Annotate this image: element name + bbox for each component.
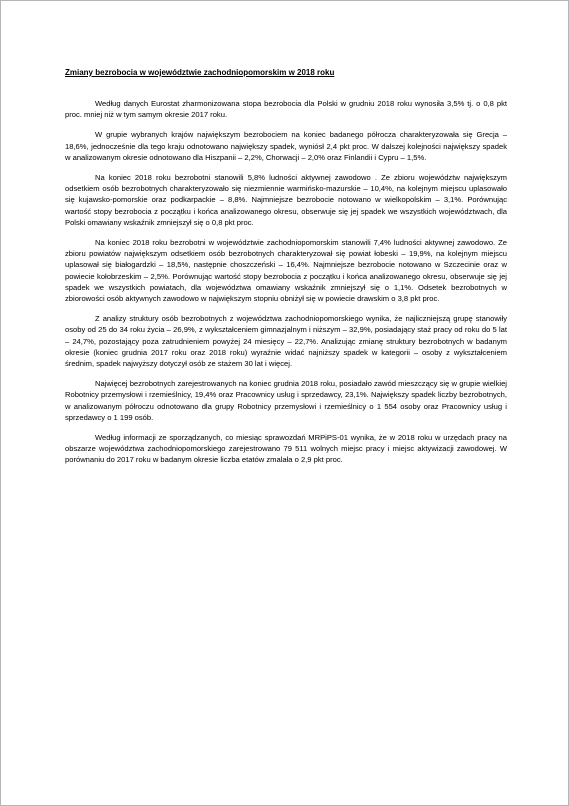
document-title: Zmiany bezrobocia w województwie zachodniopomorskim w 2018 roku [65, 68, 335, 77]
paragraph-voivodeships: Na koniec 2018 roku bezrobotni stanowili 5,8% ludności aktywnej zawodowo . Ze zbioru województw największym odsetkiem osób bezrobotnych charakteryzowało się niezmiennie warmińsko-mazurskie – 10,4%, na kolejnym miejscu uplasowało się kujawsko-pomorskie oraz podkarpackie – 8,8%. Najmniejsze bezrobocie notowano w wielkopolskim – 3,1%. Porównując wartość stopy bezrobocia z początku i końca analizowanego okresu, obserwuje się jej spadek we wszystkich województwach, dla Polski omawiany wskaźnik zmniejszył się o 0,8 pkt proc. [65, 173, 507, 227]
paragraph-structure: Z analizy struktury osób bezrobotnych z województwa zachodniopomorskiego wynika, że najliczniejszą grupę stanowiły osoby od 25 do 34 roku życia – 26,9%, z wykształceniem gimnazjalnym i niższym – 32,9%, posiadający staż pracy od roku do 5 lat – 24,7%, pozostający poza zatrudnieniem powyżej 24 miesięcy – 22,7%. Analizując zmianę struktury bezrobotnych w badanym okresie (koniec grudnia 2017 roku oraz 2018 roku) wyraźnie widać najniższy spadek w kategorii – osoby z wykształceniem średnim, spadek najwyższy dotyczył osób ze stażem 30 lat i więcej. [65, 314, 507, 369]
paragraph-occupations: Najwięcej bezrobotnych zarejestrowanych na koniec grudnia 2018 roku, posiadało zawód mieszczący się w grupie wielkiej Robotnicy przemysłowi i rzemieślnicy, 19,4% oraz Pracownicy usług i sprzedawcy, 23,1%. Największy spadek liczby bezrobotnych, w analizowanym półroczu odnotowano dla grupy Robotnicy przemysłowi i rzemieślnicy o 1 554 osoby oraz Pracownicy usług i sprzedawcy o 1 199 osób. [65, 379, 507, 422]
paragraph-countries: W grupie wybranych krajów największym bezrobociem na koniec badanego półrocza charakteryzowała się Grecja – 18,6%, jednocześnie dla tego kraju odnotowano największy spadek, wyniósł 2,4 pkt proc. W dalszej kolejności największy spadek w analizowanym okresie odnotowano dla Hiszpanii – 2,2%, Chorwacji – 2,0% oraz Finlandii i Cypru – 1,5%. [65, 130, 507, 162]
paragraph-job-offers: Według informacji ze sporządzanych, co miesiąc sprawozdań MRPiPS-01 wynika, że w 2018 roku w urzędach pracy na obszarze województwa zachodniopomorskiego zarejestrowano 79 511 wolnych miejsc pracy i miejsc aktywizacji zawodowej. W porównaniu do 2017 roku w badanym okresie liczba etatów zmalała o 2,9 pkt proc. [65, 433, 507, 465]
document-body [65, 67, 507, 475]
paragraph-counties: Na koniec 2018 roku bezrobotni w województwie zachodniopomorskim stanowili 7,4% ludności aktywnej zawodowo. Ze zbioru powiatów największym odsetkiem osób bezrobotnych charakteryzował się powiat łobeski – 19,9%, na kolejnym miejscu uplasował się białogardzki – 18,5%, następnie choszczeński – 16,4%. Najmniejsze bezrobocie notowano w Szczecinie oraz w powiecie kołobrzeskim – 2,5%. Porównując wartość stopy bezrobocia z początku i końca analizowanego okresu, obserwuje się jej spadek we wszystkich powiatach, dla województwa omawiany wskaźnik zmniejszył się o 1,1%. Odsetek bezrobotnych w zbiorowości osób aktywnych zawodowo w największym stopniu obniżył się w powiecie drawskim o 3,8 pkt proc. [65, 238, 507, 304]
paragraph-eurostat: Według danych Eurostat zharmonizowana stopa bezrobocia dla Polski w grudniu 2018 roku wynosiła 3,5% tj. o 0,8 pkt proc. mniej niż w tym samym okresie 2017 roku. [65, 99, 507, 120]
